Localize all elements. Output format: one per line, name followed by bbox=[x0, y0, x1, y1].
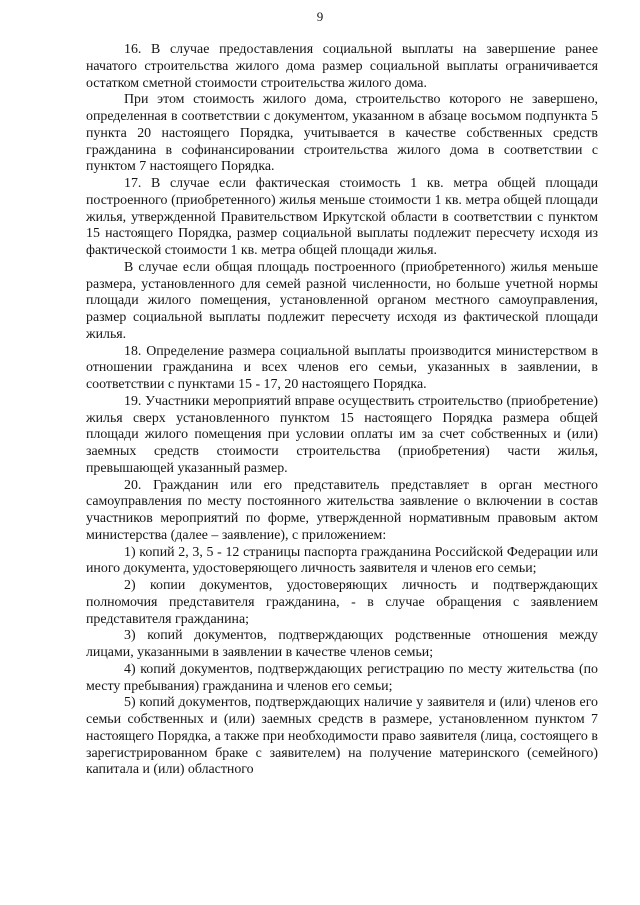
paragraph-17-area-note: В случае если общая площадь построенного (приобретенного) жилья меньше размера, установленного для семей разной численности, но больше учетной нормы площади жилого помещения, установленной органом местного самоуправления, размер социальной выплаты подлежит пересчету исходя из фактической площади жилья. bbox=[86, 259, 598, 342]
page-number: 9 bbox=[316, 9, 324, 24]
list-item-2: 2) копии документов, удостоверяющих личность и подтверждающих полномочия представителя гражданина, - в случае обращения с заявлением представителя гражданина; bbox=[86, 578, 598, 627]
paragraph-18: 18. Определение размера социальной выплаты производится министерством в отношении гражданина и всех членов его семьи, указанных в заявлении, в соответствии с пунктами 15 - 17, 20 настоящего Порядка. bbox=[86, 343, 598, 392]
list-item-4: 4) копий документов, подтверждающих регистрацию по месту жительства (по месту пребывания) гражданина и членов его семьи; bbox=[86, 661, 598, 694]
list-item-3: 3) копий документов, подтверждающих родственные отношения между лицами, указанными в заявлении в качестве членов семьи; bbox=[86, 628, 598, 660]
paragraph-17: 17. В случае если фактическая стоимость 1 кв. метра общей площади построенного (приобретенного) жилья меньше стоимости 1 кв. метра общей площади жилья, утвержденной Правительством Иркутской области в соответствии с пунктом 15 настоящего Порядка, размер социальной выплаты подлежит пересчету исходя из фактической стоимости 1 кв. метра общей площади жилья. bbox=[86, 176, 598, 258]
list-item-5: 5) копий документов, подтверждающих наличие у заявителя и (или) членов его семьи собственных и (или) заемных средств в размере, установленном пунктом 7 настоящего Порядка, а также при необходимости право заявителя (лица, состоящего в зарегистрированном браке с заявителем) на получение материнского (семейного) капитала и (или) областного bbox=[86, 695, 598, 778]
paragraph-16-cost-note: При этом стоимость жилого дома, строительство которого не завершено, определенная в соответствии с документом, указанном в абзаце восьмом подпункта 5 пункта 20 настоящего Порядка, учитывается в качестве собственных средств гражданина в софинансировании строительства жилого дома в соответствии с пунктом 7 настоящего Порядка. bbox=[86, 92, 598, 175]
list-item-1: 1) копий 2, 3, 5 - 12 страницы паспорта гражданина Российской Федерации или иного документа, удостоверяющего личность заявителя и членов его семьи; bbox=[86, 544, 598, 577]
paragraph-16: 16. В случае предоставления социальной выплаты на завершение ранее начатого строительства жилого дома размер социальной выплаты ограничивается остатком сметной стоимости строительства жилого дома. bbox=[86, 42, 598, 91]
paragraph-20: 20. Гражданин или его представитель представляет в орган местного самоуправления по месту постоянного жительства заявление о включении в состав участников мероприятий по форме, утвержденной нормативным правовым актом министерства (далее – заявление), с приложением: bbox=[86, 477, 598, 543]
document-body bbox=[86, 42, 598, 779]
paragraph-19: 19. Участники мероприятий вправе осуществить строительство (приобретение) жилья сверх установленного пунктом 15 настоящего Порядка размера общей площади жилого помещения при условии оплаты им за счет собственных и (или) заемных средств стоимости строительства (приобретения) части жилья, превышающей указанный размер. bbox=[86, 393, 598, 476]
